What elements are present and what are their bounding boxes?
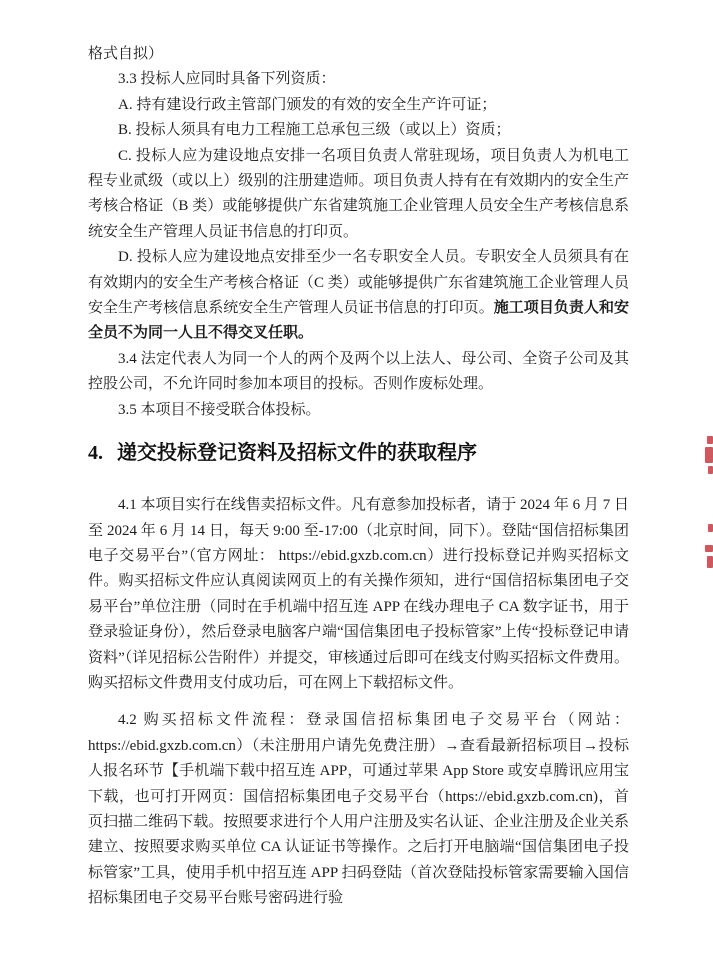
red-stamp-fragment	[707, 436, 713, 444]
paragraph-item-a-run-0: A. 持有建设行政主管部门颁发的有效的安全生产许可证；	[118, 96, 497, 113]
paragraph-item-d	[88, 245, 629, 347]
paragraph-3-3-run-0: 3.3 投标人应同时具备下列资质：	[118, 71, 336, 88]
red-stamp-fragment	[708, 466, 713, 474]
paragraph-4-2	[88, 708, 629, 911]
paragraph-item-d-run-1: 施工项目负责人和安全员不为同一人且不得交叉任职。	[88, 300, 629, 342]
paragraph-item-b-run-0: B. 投标人须具有电力工程施工总承包三级（或以上）资质；	[118, 122, 511, 139]
red-stamp-fragment	[707, 556, 713, 568]
paragraph-4-1-run-0: 4.1 本项目实行在线售卖招标文件。凡有意参加投标者，请于 2024 年 6 月 7 日至 2024 年 6 月 14 日，每天 9:00 至-17:00（北京时间，同下）。登陆“国信招标集团电子交易平台”（官方网址： https://ebid.gxzb.com.cn）进行投标登记并购买招标文件。购买招标文件应认真阅读网页上的有关操作须知，进行“国信招标集团电子交易平台”单位注册（同时在手机端中招互连 APP 在线办理电子 CA 数字证书，用于登录验证身份），然后登录电脑客户端“国信集团电子投标管家”上传“投标登记申请资料”（详见招标公告附件）并提交，审核通过后即可在线支付购买招标文件费用。购买招标文件费用支付成功后，可在网上下载招标文件。	[88, 497, 629, 691]
paragraph-item-a	[88, 93, 629, 118]
paragraph-item-c-run-0: C. 投标人应为建设地点安排一名项目负责人常驻现场，项目负责人为机电工程专业贰级（或以上）级别的注册建造师。项目负责人持有在有效期内的安全生产考核合格证（B 类）或能够提供广东省建筑施工企业管理人员安全生产考核信息系统安全生产管理人员证书信息的打印页。	[88, 147, 629, 240]
paragraph-3-5-run-0: 3.5 本项目不接受联合体投标。	[118, 401, 321, 418]
paragraph-format-note	[88, 42, 629, 67]
paragraph-3-4	[88, 347, 629, 398]
red-stamp-fragment	[705, 447, 713, 463]
red-stamp-fragment	[708, 524, 713, 532]
section-4-heading-run-0: 4.	[88, 442, 103, 465]
paragraph-item-d-run-0: D. 投标人应为建设地点安排至少一名专职安全人员。专职安全人员须具有在有效期内的安全生产考核合格证（C 类）或能够提供广东省建筑施工企业管理人员安全生产考核信息系统安全生产管理人员证书信息的打印页。	[88, 249, 629, 317]
paragraph-3-4-run-0: 3.4 法定代表人为同一个人的两个及两个以上法人、母公司、全资子公司及其控股公司，不允许同时参加本项目的投标。否则作废标处理。	[88, 350, 629, 393]
paragraph-3-3	[88, 67, 629, 92]
paragraph-item-c	[88, 144, 629, 246]
paragraph-4-2-run-0: 4.2 购买招标文件流程：登录国信招标集团电子交易平台（网站：https://ebid.gxzb.com.cn）（未注册用户请先免费注册）→查看最新招标项目→投标人报名环节【手机端下载中招互连 APP，可通过苹果 App Store 或安卓腾讯应用宝下载，也可打开网页：国信招标集团电子交易平台（https://ebid.gxzb.com.cn)，首页扫描二维码下载。按照要求进行个人用户注册及实名认证、企业注册及企业关系建立、按照要求购买单位 CA 认证证书等操作。之后打开电脑端“国信集团电子投标管家”工具，使用手机中招互连 APP 扫码登陆（首次登陆投标管家需要输入国信招标集团电子交易平台账号密码进行验	[88, 712, 629, 907]
section-4-heading	[88, 439, 629, 467]
paragraph-item-b	[88, 118, 629, 143]
paragraph-3-5	[88, 398, 629, 423]
red-stamp-fragment	[705, 545, 713, 552]
paragraph-format-note-run-0: 格式自拟）	[88, 46, 164, 62]
document-body	[88, 42, 629, 912]
section-4-heading-run-1: 递交投标登记资料及招标文件的获取程序	[117, 442, 477, 465]
paragraph-4-1	[88, 493, 629, 696]
